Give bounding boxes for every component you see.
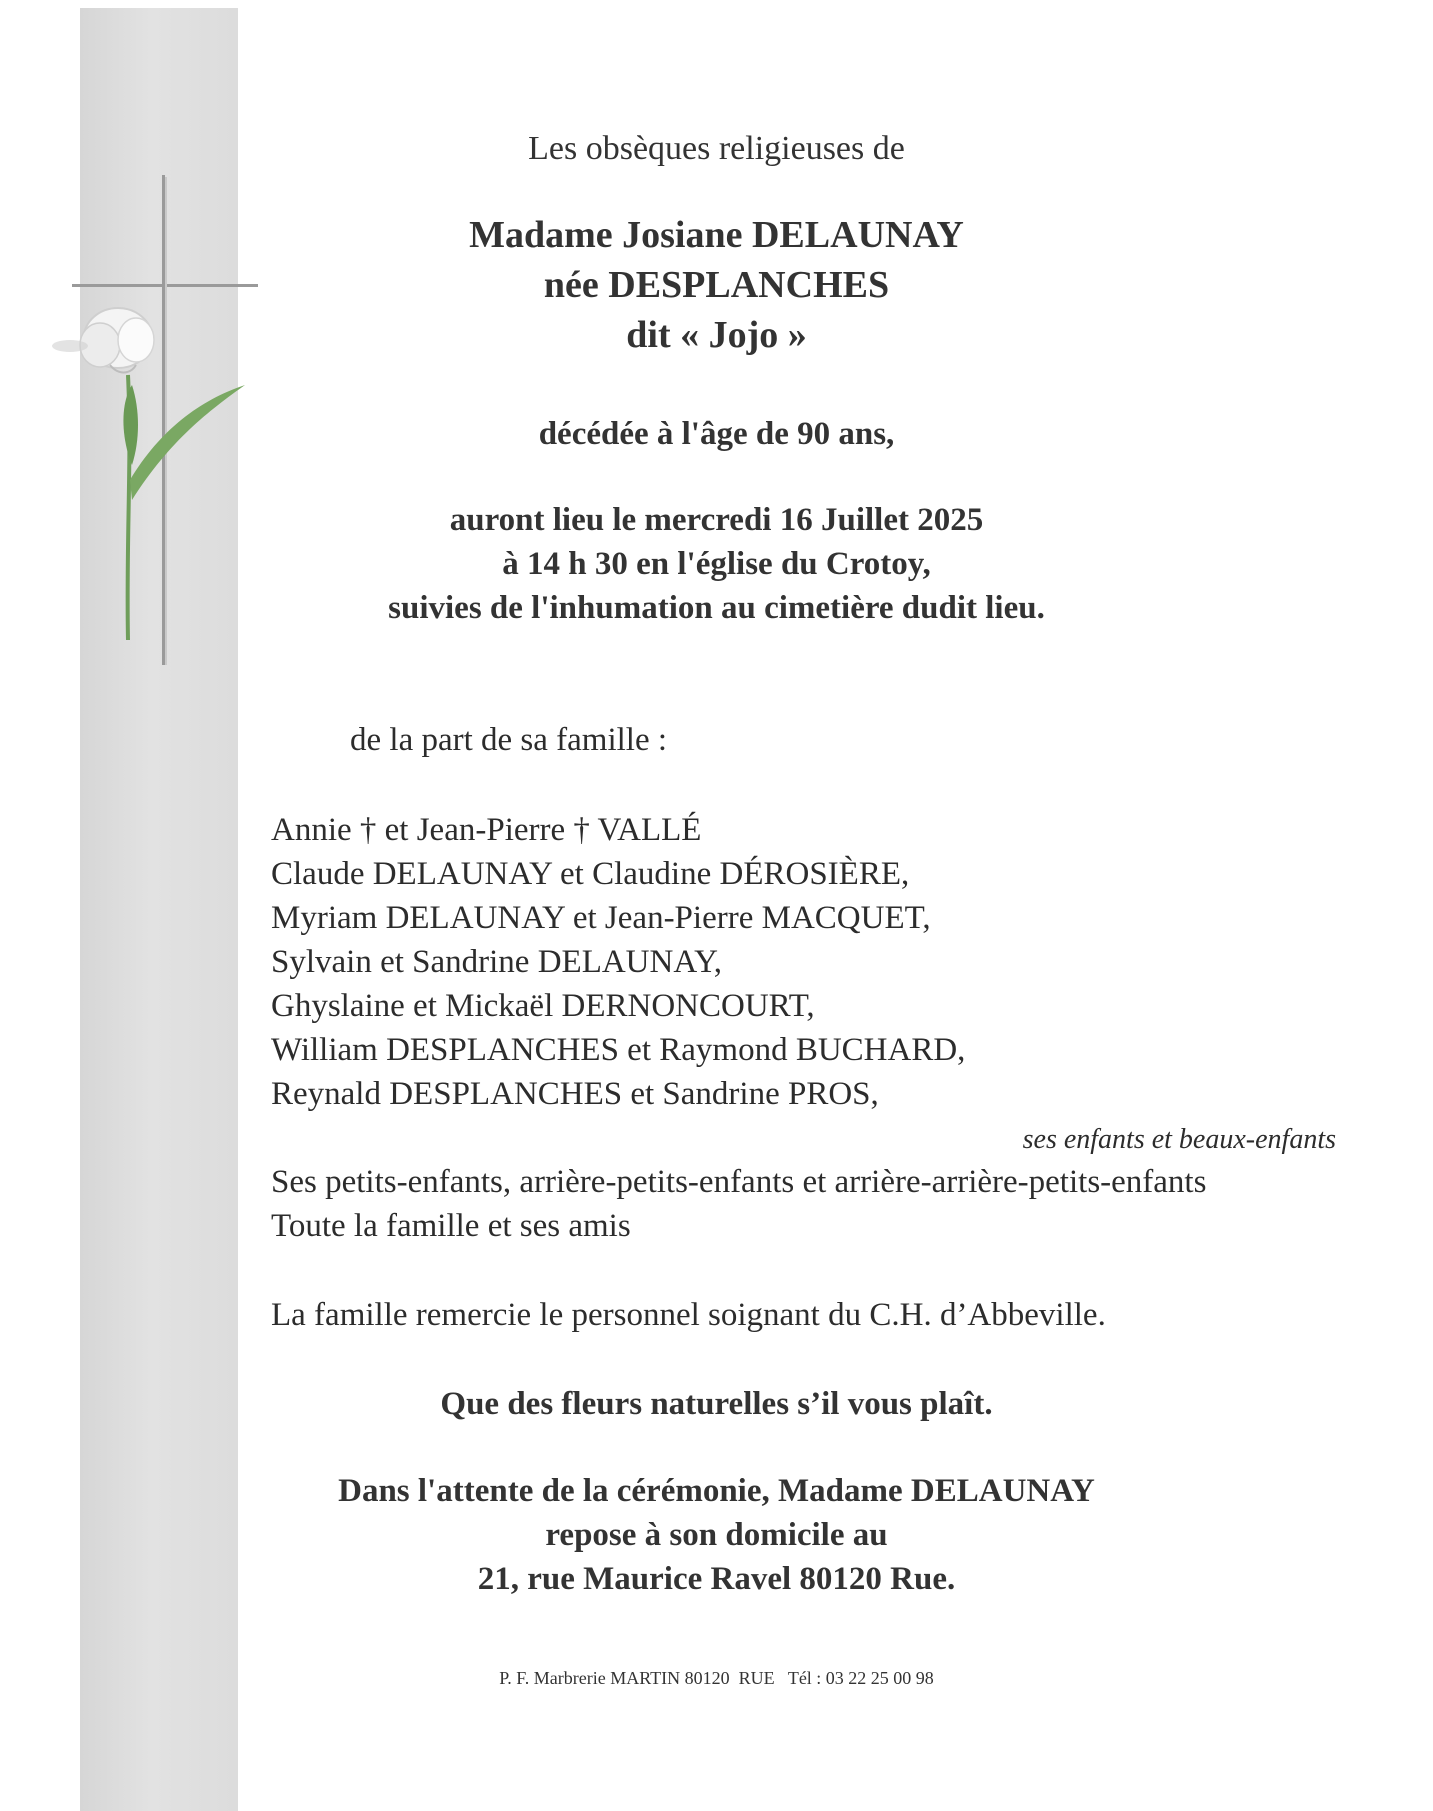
ceremony-place: à 14 h 30 en l'église du Crotoy, [502, 546, 931, 582]
deceased-age: décédée à l'âge de 90 ans, [538, 416, 895, 452]
family-child-line: William DESPLANCHES et Raymond BUCHARD, [271, 1032, 966, 1068]
thanks-line: La famille remercie le personnel soignant du C.H. d’Abbeville. [271, 1297, 1106, 1333]
resting-address: 21, rue Maurice Ravel 80120 Rue. [477, 1561, 956, 1597]
family-child-line: Annie † et Jean-Pierre † VALLÉ [271, 812, 702, 848]
grandchildren-line: Ses petits-enfants, arrière-petits-enfants et arrière-arrière-petits-enfants [271, 1164, 1207, 1200]
intro-text: Les obsèques religieuses de [528, 130, 905, 167]
resting-line-2: repose à son domicile au [545, 1517, 888, 1553]
resting-line-1: Dans l'attente de la cérémonie, Madame DELAUNAY [338, 1473, 1095, 1509]
family-child-line: Sylvain et Sandrine DELAUNAY, [271, 944, 722, 980]
ceremony-burial: suivies de l'inhumation au cimetière dudit lieu. [388, 590, 1045, 626]
family-child-line: Claude DELAUNAY et Claudine DÉROSIÈRE, [271, 856, 910, 892]
flowers-request: Que des fleurs naturelles s’il vous plaît. [440, 1386, 993, 1422]
family-child-line: Myriam DELAUNAY et Jean-Pierre MACQUET, [271, 900, 931, 936]
funeral-home-footer: P. F. Marbrerie MARTIN 80120 RUE Tél : 03 22 25 00 98 [499, 1668, 934, 1688]
children-role: ses enfants et beaux-enfants [1022, 1124, 1336, 1155]
family-intro: de la part de sa famille : [350, 722, 668, 758]
ceremony-date: auront lieu le mercredi 16 Juillet 2025 [449, 502, 984, 538]
family-child-line: Reynald DESPLANCHES et Sandrine PROS, [271, 1076, 879, 1112]
family-child-line: Ghyslaine et Mickaël DERNONCOURT, [271, 988, 815, 1024]
deceased-maiden-name: née DESPLANCHES [543, 264, 890, 306]
deceased-nickname: dit « Jojo » [626, 314, 807, 356]
family-friends-line: Toute la famille et ses amis [271, 1208, 631, 1244]
deceased-name: Madame Josiane DELAUNAY [469, 214, 964, 256]
